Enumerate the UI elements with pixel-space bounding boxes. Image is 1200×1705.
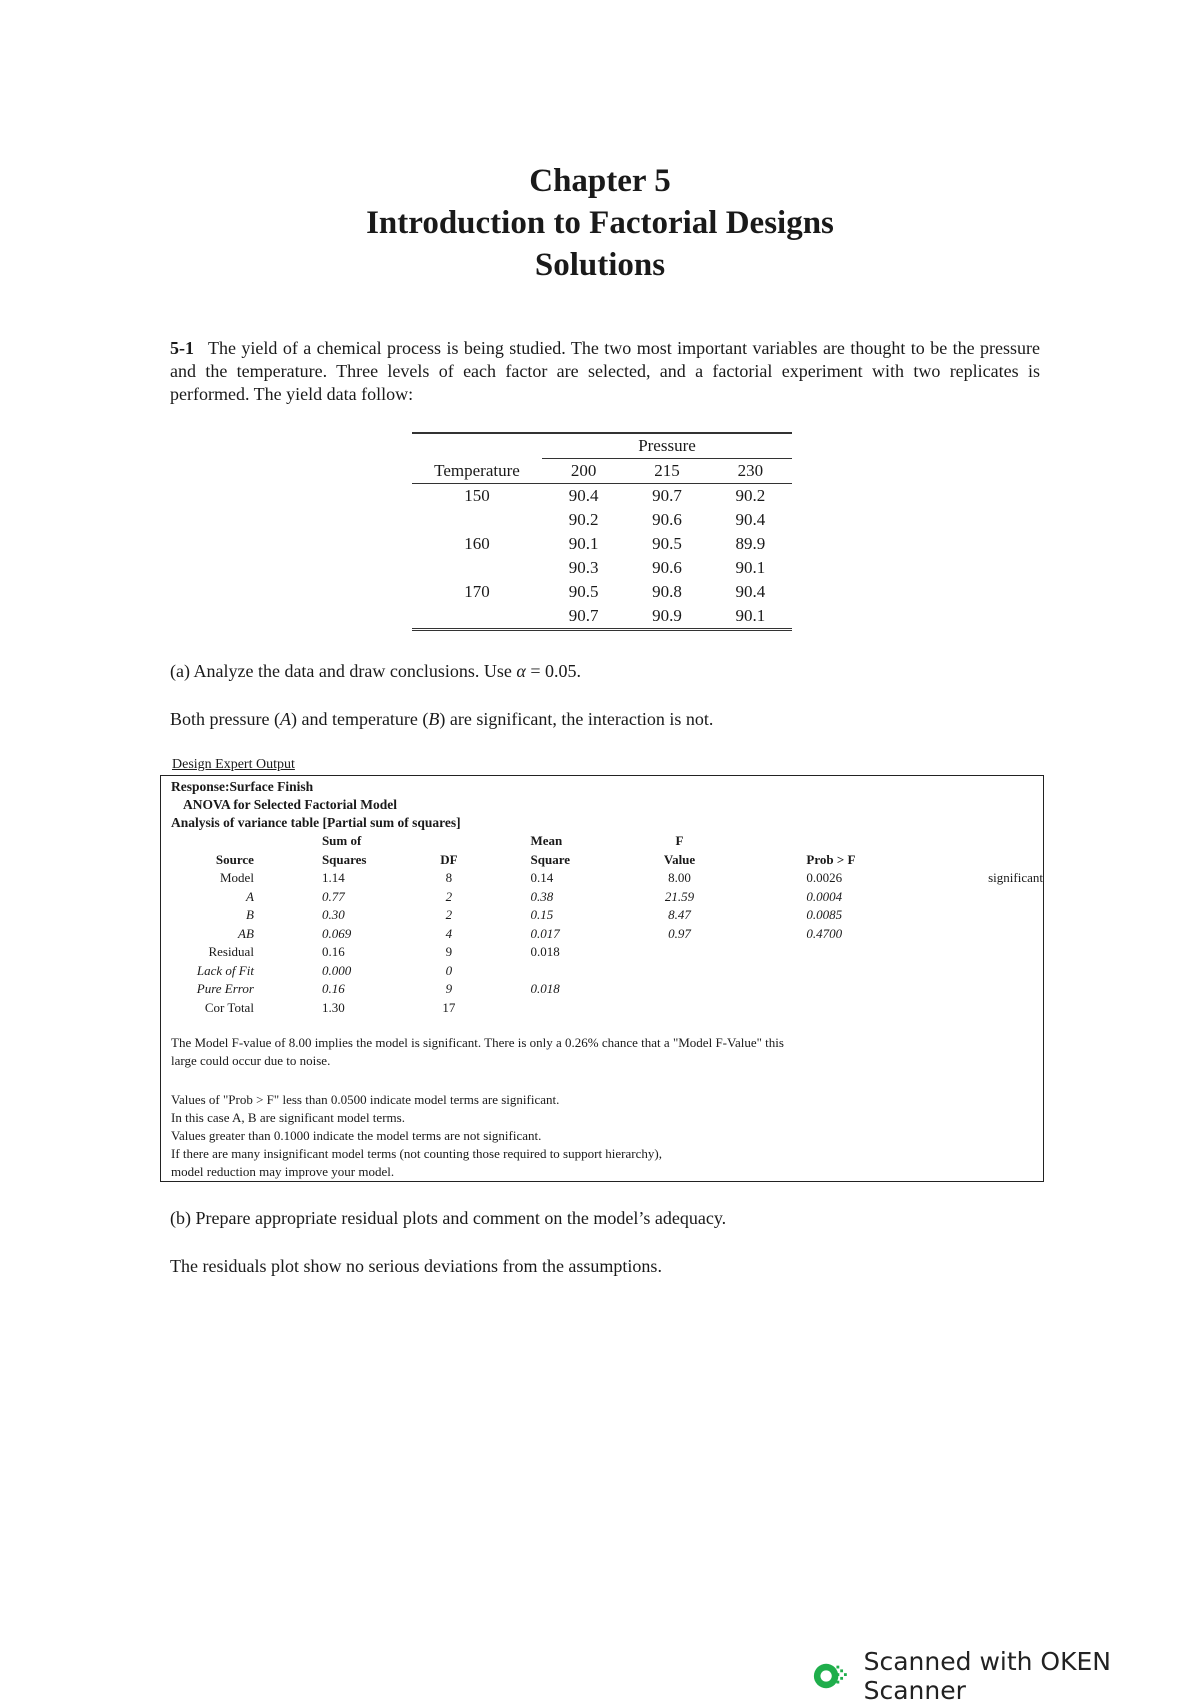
design-expert-output-box [160, 775, 1044, 1182]
p-cell: 0.0026 [806, 870, 843, 885]
source-cell: B [245, 907, 254, 922]
ss-cell: 1.14 [321, 870, 345, 885]
f-cell: 8.47 [668, 907, 691, 922]
yield-data-table [412, 432, 792, 631]
df-cell: 17 [442, 999, 456, 1015]
ms-cell: 0.018 [530, 944, 560, 959]
source-cell: Lack of Fit [196, 962, 254, 978]
chapter-subtitle: Introduction to Factorial Designs [366, 205, 834, 241]
f-cell: 0.97 [668, 925, 691, 941]
ss-cell: 1.30 [321, 999, 345, 1015]
chapter-title: Chapter 5 [529, 163, 671, 199]
yield-cell: 90.7 [542, 604, 625, 630]
p-header: Prob > F [806, 851, 856, 867]
ss-cell: 0.000 [321, 962, 352, 978]
yield-cell: 90.2 [735, 486, 766, 505]
part-a-answer [170, 708, 713, 731]
note-line: Values of "Prob > F" less than 0.0500 indicate model terms are significant. [171, 1092, 560, 1107]
temperature-header: Temperature [412, 459, 542, 484]
alpha-symbol: α [516, 661, 526, 681]
note-line: If there are many insignificant model terms (not counting those required to support hierarchy), [171, 1146, 662, 1161]
oken-scanner-logo-icon [812, 1659, 850, 1693]
ms-cell: 0.017 [530, 925, 560, 941]
yield-cell: 90.5 [652, 534, 682, 553]
yield-cell: 90.6 [652, 510, 682, 529]
yield-cell: 90.2 [568, 510, 599, 529]
pressure-header: Pressure [542, 433, 792, 459]
df-cell: 8 [445, 870, 453, 885]
note-line: In this case A, B are significant model terms. [171, 1110, 405, 1125]
yield-cell: 90.4 [735, 510, 766, 529]
temperature-cell: 150 [464, 486, 490, 505]
chapter-title-block [0, 160, 1200, 286]
ms-header-top: Mean [530, 833, 563, 848]
df-cell: 4 [445, 925, 453, 941]
problem-number: 5-1 [170, 338, 194, 358]
ss-cell: 0.16 [321, 981, 345, 996]
table-row [161, 943, 1043, 962]
part-b-question: (b) Prepare appropriate residual plots and comment on the model’s adequacy. [170, 1208, 727, 1228]
ms-cell: 0.38 [530, 888, 554, 904]
problem-statement [170, 337, 1040, 406]
problem-text: The yield of a chemical process is being studied. The two most important variables are thought to be the pressure and the temperature. Three levels of each factor are selected, and a factorial experiment with two replicates is performed. The yield data follow: [170, 338, 1040, 404]
table-row [412, 556, 792, 580]
yield-cell: 90.1 [568, 534, 599, 553]
scanner-text: Scanned with OKEN Scanner [863, 1647, 1112, 1705]
scanner-watermark [812, 1647, 1200, 1705]
yield-cell: 90.9 [625, 604, 708, 630]
f-header: Value [663, 851, 696, 867]
table-row [412, 580, 792, 604]
table-row [161, 906, 1043, 925]
yield-cell: 90.5 [568, 582, 599, 601]
pressure-col-header: 230 [709, 459, 792, 484]
table-row [161, 962, 1043, 981]
yield-cell: 90.1 [735, 558, 766, 577]
p-cell: 0.4700 [806, 925, 843, 941]
f-header-top: F [675, 833, 684, 848]
df-cell: 2 [445, 888, 453, 904]
ss-cell: 0.069 [321, 925, 352, 941]
table-row [161, 888, 1043, 907]
table-group-header-row [412, 433, 792, 459]
yield-cell: 90.6 [652, 558, 682, 577]
ms-cell: 0.15 [530, 907, 554, 922]
pressure-col-header: 200 [542, 459, 625, 484]
f-cell: 21.59 [664, 888, 695, 904]
ss-header-top: Sum of [321, 833, 362, 848]
ss-header: Squares [321, 851, 367, 867]
design-expert-label: Design Expert Output [172, 757, 295, 772]
ms-cell: 0.018 [530, 981, 560, 996]
df-header: DF [440, 851, 458, 867]
anova-header-row [161, 851, 1043, 870]
chapter-solutions-label: Solutions [534, 247, 666, 283]
table-row [412, 604, 792, 630]
ss-cell: 0.30 [321, 907, 345, 922]
answer-text: ) and temperature ( [290, 709, 429, 729]
yield-cell: 90.4 [735, 582, 766, 601]
yield-cell: 90.8 [652, 582, 682, 601]
table-row [161, 925, 1043, 944]
table-row [161, 980, 1043, 999]
source-cell: Residual [208, 944, 254, 959]
p-cell: 0.0085 [806, 907, 843, 922]
answer-text: Both pressure ( [170, 709, 280, 729]
table-row [161, 869, 1043, 888]
source-cell: Model [219, 870, 254, 885]
factor-a-symbol: A [279, 709, 291, 729]
pressure-col-header: 215 [625, 459, 708, 484]
anova-heading: ANOVA for Selected Factorial Model [183, 797, 397, 812]
f-cell: 8.00 [668, 870, 691, 885]
source-cell: A [245, 888, 254, 904]
ms-cell: 0.14 [530, 870, 554, 885]
p-cell: 0.0004 [806, 888, 843, 904]
ms-header: Square [530, 851, 571, 867]
anova-table [161, 832, 1043, 1017]
table-row [412, 508, 792, 532]
part-b-answer: The residuals plot show no serious deviations from the assumptions. [170, 1256, 662, 1276]
table-row [161, 999, 1043, 1018]
yield-cell: 90.7 [652, 486, 682, 505]
significance-note: significant [988, 870, 1043, 885]
note-line: Values greater than 0.1000 indicate the model terms are not significant. [171, 1128, 542, 1143]
df-cell: 9 [445, 944, 453, 959]
source-cell: Pure Error [196, 981, 254, 996]
part-a-question-suffix: = 0.05. [525, 661, 581, 681]
model-f-value-note: The Model F-value of 8.00 implies the model is significant. There is only a 0.26% chance that a "Model F-Value" this large could occur due to noise. [171, 1035, 784, 1068]
temperature-cell: 160 [464, 534, 490, 553]
temperature-cell [412, 604, 542, 630]
df-cell: 9 [445, 981, 453, 996]
source-cell: AB [238, 925, 254, 941]
ss-cell: 0.77 [321, 888, 345, 904]
df-cell: 2 [445, 907, 453, 922]
temperature-cell [412, 508, 542, 532]
ss-cell: 0.16 [321, 944, 345, 959]
part-a-question-text: (a) Analyze the data and draw conclusions. Use [170, 661, 517, 681]
source-header: Source [215, 851, 254, 867]
part-a-question [170, 660, 581, 683]
temperature-cell [412, 556, 542, 580]
significance-notes [171, 1091, 811, 1181]
source-cell: Cor Total [204, 999, 254, 1015]
yield-cell: 90.1 [709, 604, 792, 630]
yield-cell: 90.4 [568, 486, 599, 505]
note-line: model reduction may improve your model. [171, 1164, 395, 1179]
table-header-row [412, 459, 792, 484]
answer-text: ) are significant, the interaction is not. [439, 709, 714, 729]
factor-b-symbol: B [428, 709, 440, 729]
yield-cell: 89.9 [735, 534, 766, 553]
response-heading: Response:Surface Finish [171, 779, 314, 794]
anova-header-row-top [161, 832, 1043, 851]
temperature-cell: 170 [464, 582, 490, 601]
table-row [412, 484, 792, 509]
yield-cell: 90.3 [568, 558, 599, 577]
analysis-heading: Analysis of variance table [Partial sum of squares] [171, 815, 461, 830]
table-row [412, 532, 792, 556]
df-cell: 0 [445, 962, 453, 978]
